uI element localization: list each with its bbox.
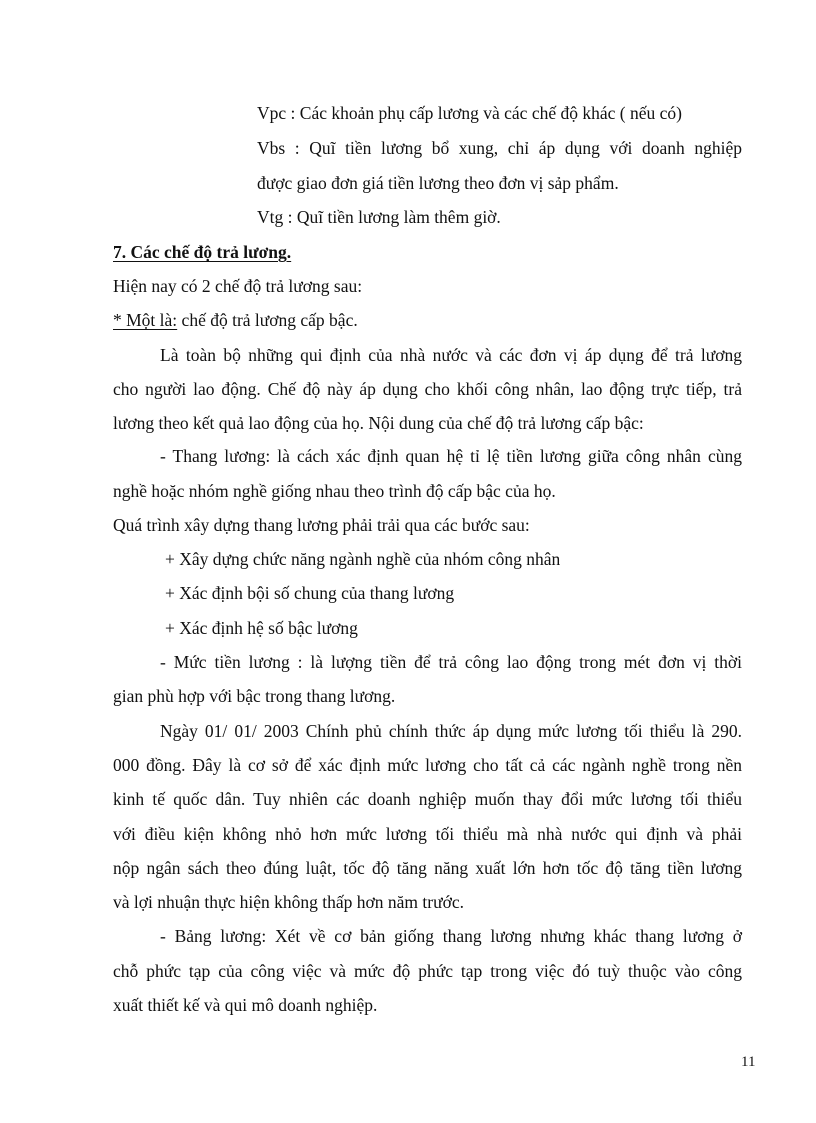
vbs-line-2: được giao đơn giá tiền lương theo đơn vị sảp phẩm.: [257, 173, 619, 193]
item-one-text: chế độ trả lương cấp bậc.: [177, 310, 358, 330]
intro-line: Hiện nay có 2 chế độ trả lương sau:: [113, 276, 363, 296]
paragraph-4-line-1: - Mức tiền lương : là lượng tiền để trả công lao động trong mét đơn vị thời: [160, 652, 742, 672]
process-intro-line: Quá trình xây dựng thang lương phải trải qua các bước sau:: [113, 515, 530, 535]
step-1-line: + Xây dựng chức năng ngành nghề của nhóm công nhân: [165, 549, 561, 569]
paragraph-5-line-3: kinh tế quốc dân. Tuy nhiên các doanh nghiệp muốn thay đổi mức lương tối thiểu: [113, 789, 742, 809]
paragraph-1-line-3: lương theo kết quả lao động của họ. Nội dung của chế độ trả lương cấp bậc:: [113, 413, 644, 433]
item-one-line: [113, 305, 742, 335]
vbs-line-1: Vbs : Quĩ tiền lương bổ xung, chỉ áp dụng với doanh nghiệp: [257, 138, 742, 158]
item-one-label: * Một là:: [113, 310, 178, 330]
page-number: 11: [741, 1054, 756, 1070]
paragraph-5-line-6: và lợi nhuận thực hiện không thấp hơn năm trước.: [113, 892, 464, 912]
paragraph-5-line-1: Ngày 01/ 01/ 2003 Chính phủ chính thức áp dụng mức lương tối thiểu là 290.: [160, 721, 742, 741]
paragraph-2-line-2: nghề hoặc nhóm nghề giống nhau theo trình độ cấp bậc của họ.: [113, 481, 556, 501]
paragraph-6-line-3: xuất thiết kế và qui mô doanh nghiệp.: [113, 995, 378, 1015]
step-3-line: + Xác định hệ số bậc lương: [165, 618, 358, 638]
paragraph-1-line-2: cho người lao động. Chế độ này áp dụng cho khối công nhân, lao động trực tiếp, trả: [113, 379, 742, 399]
vtg-line: Vtg : Quĩ tiền lương làm thêm giờ.: [257, 207, 501, 227]
paragraph-2-line-1: - Thang lương: là cách xác định quan hệ tỉ lệ tiền lương giữa công nhân cùng: [160, 446, 742, 466]
paragraph-4-line-2: gian phù hợp với bậc trong thang lương.: [113, 686, 396, 706]
paragraph-6-line-1: - Bảng lương: Xét về cơ bản giống thang lương nhưng khác thang lương ở: [160, 926, 742, 946]
vpc-line: Vpc : Các khoản phụ cấp lương và các chế độ khác ( nếu có): [257, 103, 682, 123]
section-heading: 7. Các chế độ trả lương.: [113, 242, 292, 262]
paragraph-5-line-2: 000 đồng. Đây là cơ sở để xác định mức lương cho tất cả các ngành nghề trong nền: [113, 755, 742, 775]
paragraph-5-line-5: nộp ngân sách theo đúng luật, tốc độ tăng năng xuất lớn hơn tốc độ tăng tiền lương: [113, 858, 742, 878]
step-2-line: + Xác định bội số chung của thang lương: [165, 583, 455, 603]
paragraph-1-line-1: Là toàn bộ những qui định của nhà nước và các đơn vị áp dụng để trả lương: [160, 345, 742, 365]
paragraph-6-line-2: chỗ phức tạp của công việc và mức độ phức tạp trong việc đó tuỳ thuộc vào công: [113, 961, 742, 981]
paragraph-5-line-4: với điều kiện không nhỏ hơn mức lương tối thiểu mà nhà nước qui định và phải: [113, 824, 742, 844]
